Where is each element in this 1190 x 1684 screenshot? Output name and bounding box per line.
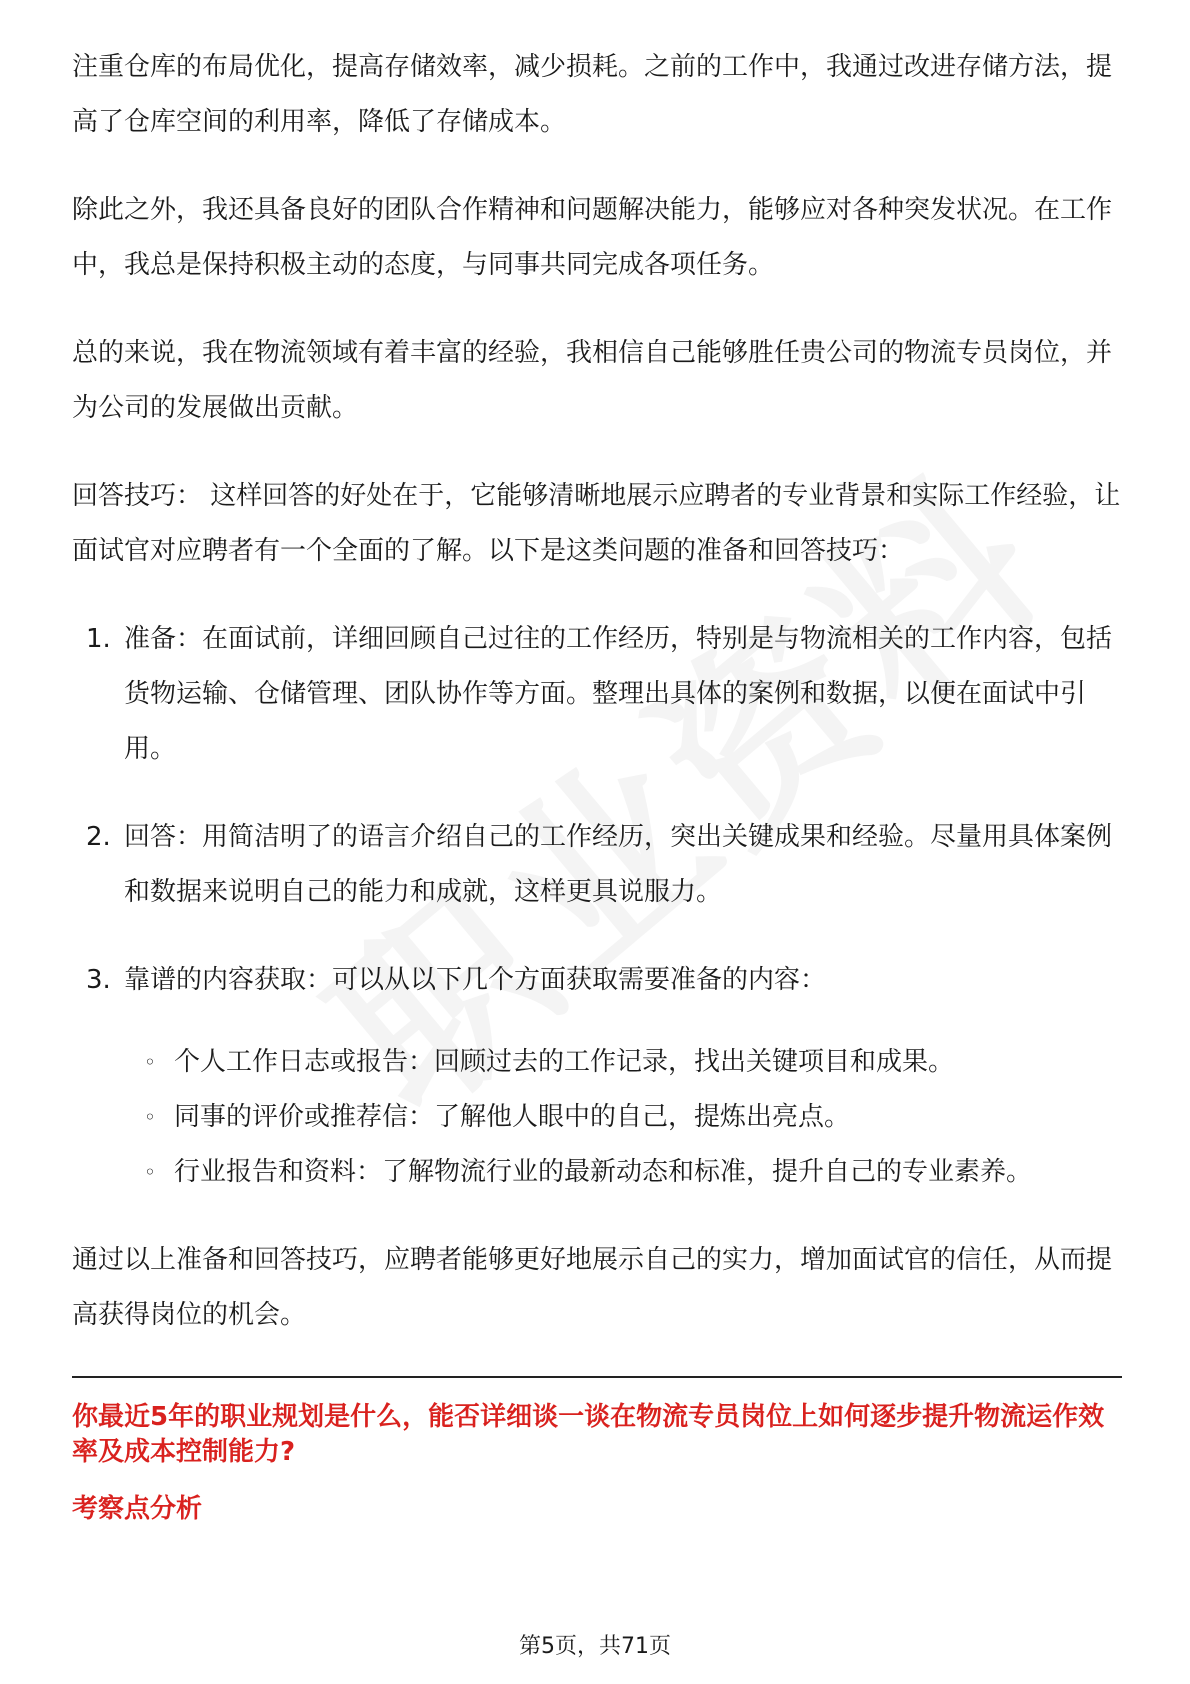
tip-text: 回答：用简洁明了的语言介绍自己的工作经历，突出关键成果和经验。尽量用具体案例和数据来说明自己的能力和成就，这样更具说服力。 — [124, 822, 1113, 907]
source-text: 个人工作日志或报告：回顾过去的工作记录，找出关键项目和成果。 — [174, 1047, 955, 1077]
analysis-heading: 考察点分析 — [72, 1494, 203, 1524]
source-text: 行业报告和资料：了解物流行业的最新动态和标准，提升自己的专业素养。 — [174, 1157, 1033, 1187]
paragraph-answer-tips: 回答技巧： 这样回答的好处在于，它能够清晰地展示应聘者的专业背景和实际工作经验，让面试官对应聘者有一个全面的了解。以下是这类问题的准备和回答技巧： — [72, 481, 1121, 566]
source-item-work-log — [124, 1035, 1122, 1090]
tip-item-answer — [72, 810, 1122, 920]
source-list — [124, 1035, 1122, 1200]
tip-item-prepare — [72, 612, 1122, 777]
tip-number: 2. — [86, 822, 111, 852]
source-item-industry-report — [124, 1145, 1122, 1200]
paragraph-storage: 注重仓库的布局优化，提高存储效率，减少损耗。之前的工作中，我通过改进存储方法，提高了仓库空间的利用率，降低了存储成本。 — [72, 52, 1113, 137]
hollow-bullet-icon: ◦ — [144, 1050, 156, 1074]
tips-list — [72, 612, 1122, 1200]
source-text: 同事的评价或推荐信：了解他人眼中的自己，提炼出亮点。 — [174, 1102, 851, 1132]
tip-item-content-sources — [72, 953, 1122, 1200]
tip-number: 3. — [86, 965, 111, 995]
paragraph-closing: 通过以上准备和回答技巧，应聘者能够更好地展示自己的实力，增加面试官的信任，从而提高获得岗位的机会。 — [72, 1245, 1113, 1330]
question-heading: 你最近5年的职业规划是什么，能否详细谈一谈在物流专员岗位上如何逐步提升物流运作效率及成本控制能力? — [72, 1402, 1105, 1467]
hollow-bullet-icon: ◦ — [144, 1105, 156, 1129]
section-divider — [72, 1376, 1122, 1378]
paragraph-teamwork: 除此之外，我还具备良好的团队合作精神和问题解决能力，能够应对各种突发状况。在工作中，我总是保持积极主动的态度，与同事共同完成各项任务。 — [72, 195, 1113, 280]
paragraph-summary: 总的来说，我在物流领域有着丰富的经验，我相信自己能够胜任贵公司的物流专员岗位，并为公司的发展做出贡献。 — [72, 338, 1113, 423]
page-number: 第5页，共71页 — [519, 1634, 671, 1659]
tip-number: 1. — [86, 624, 111, 654]
source-item-colleague-review — [124, 1090, 1122, 1145]
tip-text: 靠谱的内容获取：可以从以下几个方面获取需要准备的内容： — [124, 965, 827, 995]
document-body — [72, 40, 1122, 1527]
tip-text: 准备：在面试前，详细回顾自己过往的工作经历，特别是与物流相关的工作内容，包括货物运输、仓储管理、团队协作等方面。整理出具体的案例和数据，以便在面试中引用。 — [124, 624, 1113, 764]
hollow-bullet-icon: ◦ — [144, 1160, 156, 1184]
